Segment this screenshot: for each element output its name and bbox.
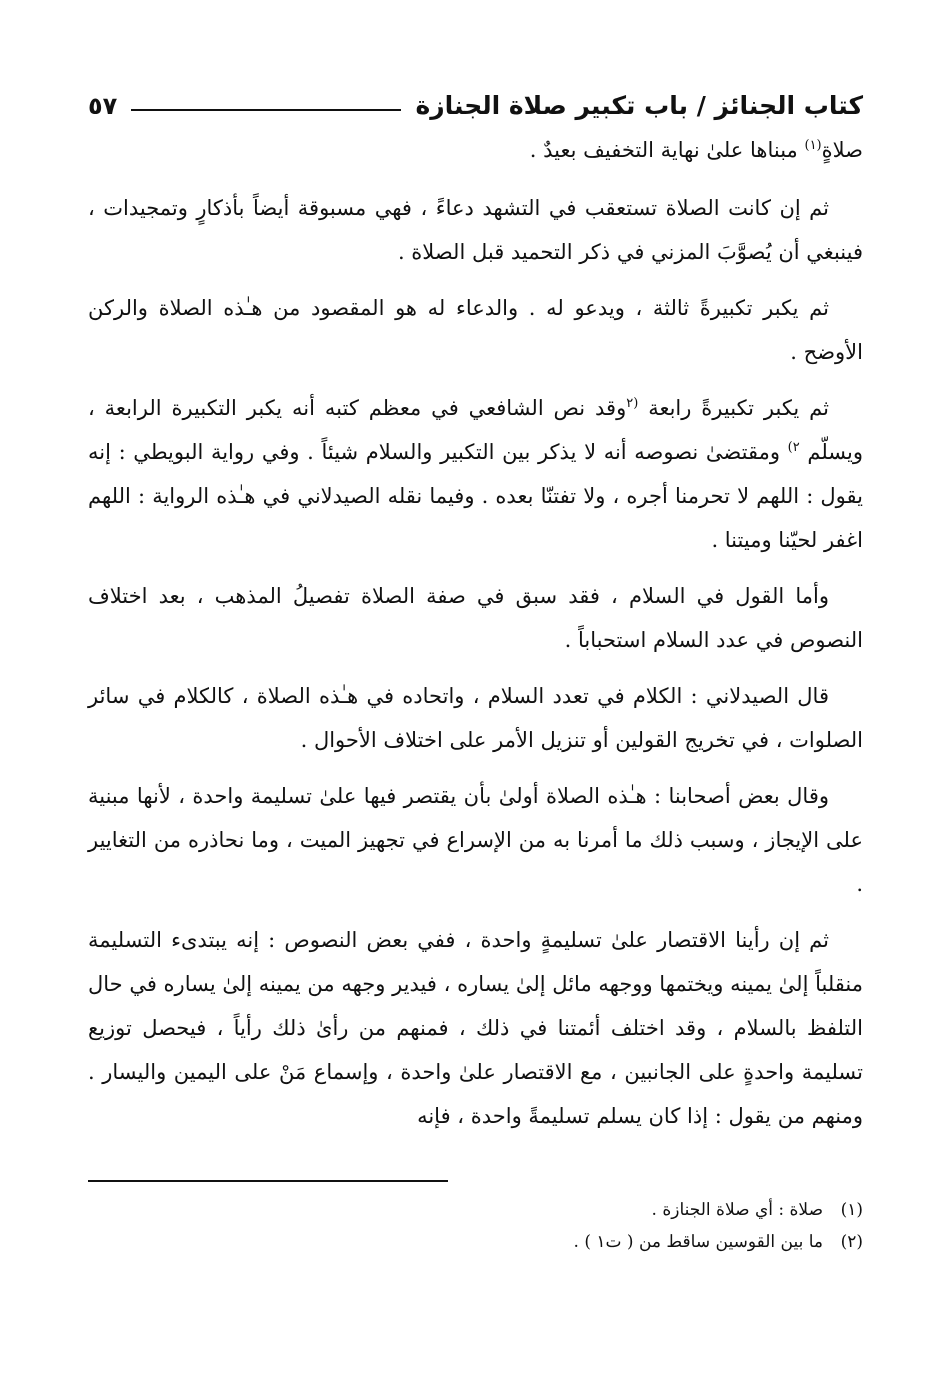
paragraph-1-after: مبناها علىٰ نهاية التخفيف بعيدٌ . xyxy=(529,138,805,162)
footnotes xyxy=(88,1194,863,1258)
footnote-2-number: (٢) xyxy=(840,1232,863,1252)
paragraph-4-after: ومقتضىٰ نصوصه أنه لا يذكر بين التكبير والسلام شيئاً . وفي رواية البويطي : إنه يقول : اللهم لا تحرمنا أجره ، ولا تفتنّا بعده . وفيما نقله الصيدلاني في هـٰذه الرواية : اللهم اغفر لحيّنا وميتنا . xyxy=(88,440,863,552)
book-page xyxy=(88,82,863,1322)
paragraph-7: وقال بعض أصحابنا : هـٰذه الصلاة أولىٰ بأن يقتصر فيها علىٰ تسليمة واحدة ، لأنها مبنية على الإيجاز ، وسبب ذلك ما أمرنا به من الإسراع في تجهيز الميت ، وما نحاذره من التغايير . xyxy=(88,784,863,896)
footnote-1 xyxy=(88,1194,863,1226)
paragraph-8: ثم إن رأينا الاقتصار علىٰ تسليمةٍ واحدة ، ففي بعض النصوص : إنه يبتدىء التسليمة منقلباً إلىٰ يمينه ويختمها ووجهه مائل إلىٰ يساره ، فيدير وجهه من يمينه إلىٰ يساره في حال التلفظ بالسلام ، وقد اختلف أئمتنا في ذلك ، فمنهم من رأىٰ ذلك رأياً ، فيحصل توزيع تسليمة واحدةٍ على الجانبين ، مع الاقتصار علىٰ واحدة ، وإسماع مَنْ على اليمين واليسار . ومنهم من يقول : إذا كان يسلم تسليمةً واحدة ، فإنه xyxy=(88,928,863,1128)
paragraph-4 xyxy=(88,386,863,562)
footnote-divider xyxy=(88,1180,448,1182)
page-number: ٥٧ xyxy=(88,92,118,120)
paragraph-5: وأما القول في السلام ، فقد سبق في صفة الصلاة تفصيلُ المذهب ، بعد اختلاف النصوص في عدد السلام استحباباً . xyxy=(88,584,863,652)
main-text xyxy=(88,128,863,1138)
footnote-ref-2-close: ٢) xyxy=(787,440,800,455)
footnote-2 xyxy=(88,1226,863,1258)
paragraph-4-middle: وقد نص الشافعي في معظم كتبه أنه يكبر التكبيرة الرابعة ، ويسلّم xyxy=(88,396,863,464)
paragraph-1-before: صلاةٍ xyxy=(821,138,863,162)
paragraph-3: ثم يكبر تكبيرةً ثالثة ، ويدعو له . والدعاء له هو المقصود من هـٰذه الصلاة والركن الأوضح . xyxy=(88,296,863,364)
paragraph-2: ثم إن كانت الصلاة تستعقب في التشهد دعاءً ، فهي مسبوقة أيضاً بأذكارٍ وتمجيدات ، فينبغي أن يُصوَّبَ المزني في ذكر التحميد قبل الصلاة . xyxy=(88,196,863,264)
paragraph-4-before: ثم يكبر تكبيرةً رابعة xyxy=(638,396,829,420)
paragraph-6: قال الصيدلاني : الكلام في تعدد السلام ، واتحاده في هـٰذه الصلاة ، كالكلام في سائر الصلوات ، في تخريج القولين أو تنزيل الأمر على اختلاف الأحوال . xyxy=(88,684,863,752)
footnote-ref-2-open: (٢ xyxy=(626,396,639,411)
footnote-1-text: صلاة : أي صلاة الجنازة . xyxy=(651,1200,823,1220)
footnote-1-number: (١) xyxy=(840,1200,863,1220)
footnote-ref-1: (١) xyxy=(804,138,822,153)
footnote-2-text: ما بين القوسين ساقط من ( ت١ ) . xyxy=(573,1232,823,1252)
paragraph-1 xyxy=(88,128,863,172)
header-title: كتاب الجنائز / باب تكبير صلاة الجنازة xyxy=(415,91,863,120)
running-header xyxy=(88,82,863,122)
header-rule xyxy=(131,109,401,111)
